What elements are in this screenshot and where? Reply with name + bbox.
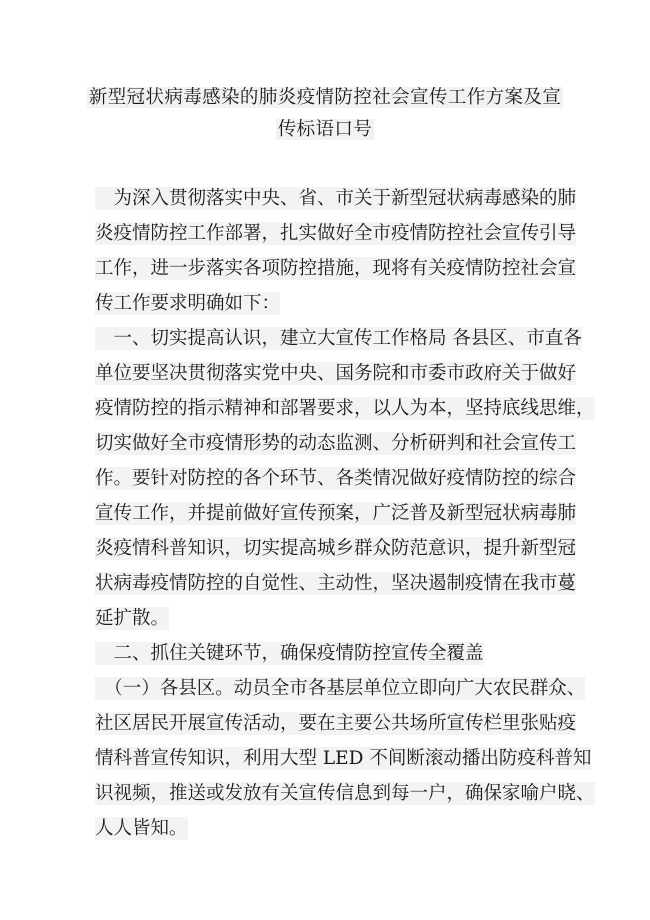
paragraph-line: 切实做好全市疫情形势的动态监测、分析研判和社会宣传工 (95, 433, 577, 454)
paragraph-line: 延扩散。 (95, 608, 170, 629)
paragraph-line: 炎疫情防控工作部署，扎实做好全市疫情防控社会宣传引导 (95, 223, 577, 244)
paragraph-line: 单位要坚决贯彻落实党中央、国务院和市委市政府关于做好 (95, 363, 577, 384)
paragraph-line: （一）各县区。动员全市各基层单位立即向广大农民群众、 (95, 678, 586, 699)
paragraph-line: 作。要针对防控的各个环节、各类情况做好疫情防控的综合 (95, 468, 577, 489)
paragraph-line: 为深入贯彻落实中央、省、市关于新型冠状病毒感染的肺 (95, 188, 577, 209)
paragraph-line: 疫情防控的指示精神和部署要求，以人为本，坚持底线思维， (95, 398, 595, 419)
paragraph-line: 情科普宣传知识，利用大型 LED 不间断滚动播出防疫科普知 (95, 748, 592, 769)
paragraph-line: 工作，进一步落实各项防控措施，现将有关疫情防控社会宣 (95, 258, 577, 279)
title-text: 新型冠状病毒感染的肺炎疫情防控社会宣传工作方案及宣 (88, 87, 562, 108)
title-text: 传标语口号 (277, 119, 373, 140)
paragraph-line: 一、切实提高认识，建立大宣传工作格局 各县区、市直各 (95, 328, 582, 349)
paragraph-line: 宣传工作，并提前做好宣传预案，广泛普及新型冠状病毒肺 (95, 503, 577, 524)
paragraph-line: 社区居民开展宣传活动，要在主要公共场所宣传栏里张贴疫 (95, 713, 577, 734)
paragraph-line: 状病毒疫情防控的自觉性、主动性，坚决遏制疫情在我市蔓 (95, 573, 577, 594)
paragraph-line: 人人皆知。 (95, 818, 188, 839)
paragraph-line: 传工作要求明确如下： (95, 293, 281, 314)
paragraph-line: 识视频，推送或发放有关宣传信息到每一户，确保家喻户晓、 (95, 783, 595, 804)
document-title-line-1 (0, 86, 650, 110)
paragraph-line: 炎疫情科普知识，切实提高城乡群众防范意识，提升新型冠 (95, 538, 577, 559)
section-heading: 二、抓住关键环节，确保疫情防控宣传全覆盖 (95, 643, 484, 664)
document-title-line-2 (0, 118, 650, 142)
